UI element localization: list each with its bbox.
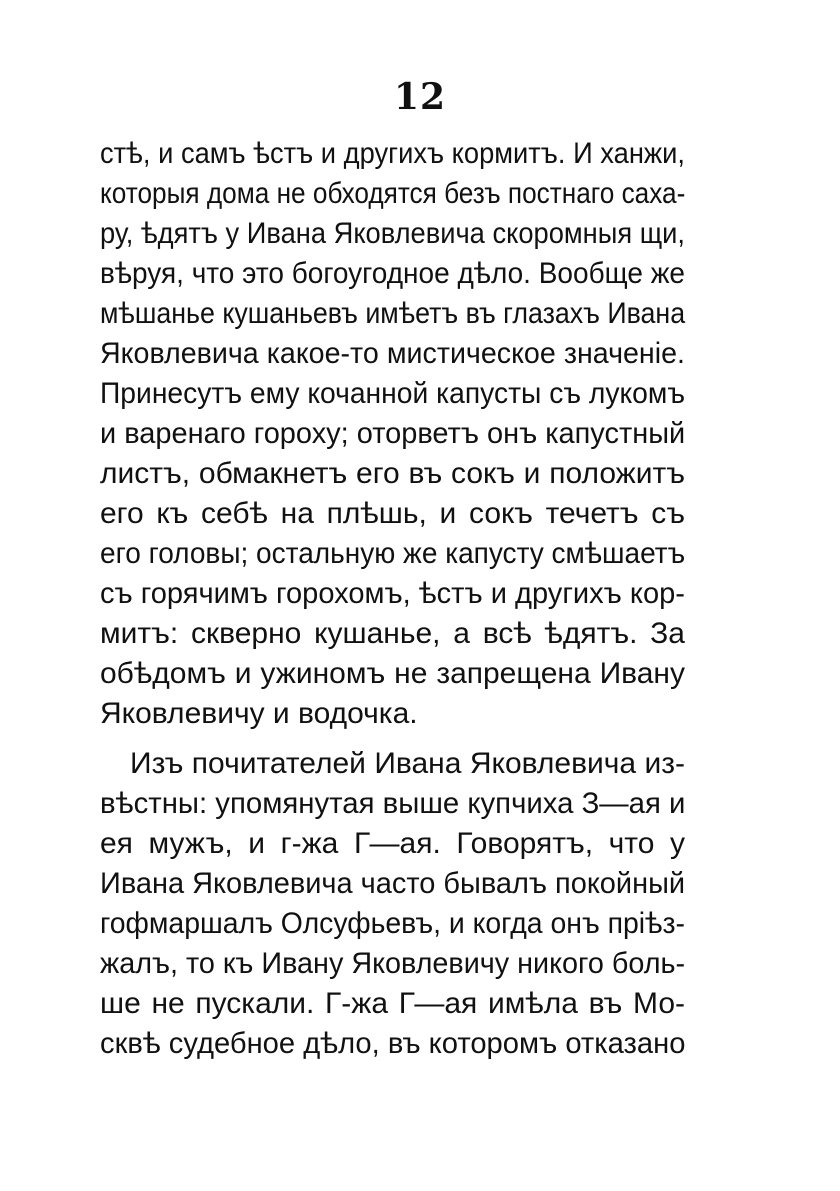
text-line: сквѣ судебное дѣло, въ которомъ отказано bbox=[100, 1027, 686, 1060]
text-line: ру, ѣдятъ у Ивана Яковлевича скоромныя щи, bbox=[100, 217, 686, 250]
text-line: Яковлевичу и водочка. bbox=[100, 697, 418, 730]
text-line: его къ себѣ на плѣшь, и сокъ течетъ съ bbox=[100, 497, 685, 530]
text-line: стѣ, и самъ ѣстъ и другихъ кормитъ. И ханжи, bbox=[100, 137, 686, 170]
text-line: вѣруя, что это богоугодное дѣло. Вообще же bbox=[100, 257, 685, 290]
text-line: Принесутъ ему кочанной капусты съ лукомъ bbox=[100, 377, 685, 410]
text-line: листъ, обмакнетъ его въ сокъ и положитъ bbox=[100, 457, 685, 490]
text-line: жалъ, то къ Ивану Яковлевичу никого боль- bbox=[100, 947, 686, 980]
text-line: съ горячимъ горохомъ, ѣстъ и другихъ кор- bbox=[100, 577, 685, 610]
text-line: Изъ почитателей Ивана Яковлевича из- bbox=[130, 747, 685, 780]
text-line: мѣшанье кушаньевъ имѣетъ въ глазахъ Ивана bbox=[100, 297, 686, 330]
text-line: митъ: скверно кушанье, а всѣ ѣдятъ. За bbox=[100, 617, 685, 650]
text-line: ея мужъ, и г-жа Г—ая. Говорятъ, что у bbox=[100, 827, 685, 860]
text-line: Яковлевича какое-то мистическое значенiе. bbox=[100, 337, 685, 370]
text-line: гофмаршалъ Олсуфьевъ, и когда онъ прiѣз- bbox=[100, 907, 685, 940]
text-line: Ивана Яковлевича часто бывалъ покойный bbox=[100, 867, 686, 900]
text-line: его головы; остальную же капусту смѣшаетъ bbox=[100, 537, 686, 570]
text-line: которыя дома не обходятся безъ постнаго саха- bbox=[100, 177, 686, 210]
text-line: и варенаго гороху; оторветъ онъ капустный bbox=[100, 417, 686, 450]
text-line: вѣстны: упомянутая выше купчиха З—ая и bbox=[100, 787, 686, 820]
page-number: 12 bbox=[393, 76, 447, 118]
text-line: ше не пускали. Г-жа Г—ая имѣла въ Мо- bbox=[100, 987, 685, 1020]
text-line: обѣдомъ и ужиномъ не запрещена Ивану bbox=[100, 657, 685, 690]
